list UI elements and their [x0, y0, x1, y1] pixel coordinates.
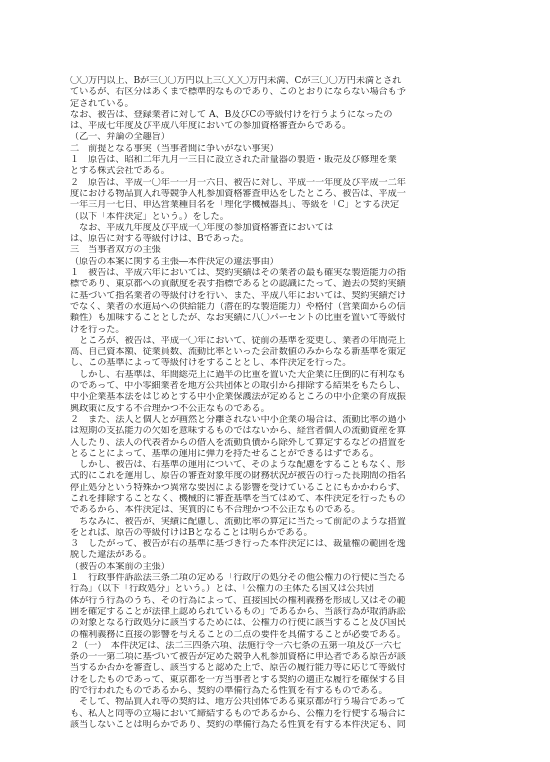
- text-line: なお、平成九年度及び平成一〇年度の参加資格審査においては: [70, 222, 334, 233]
- text-line: の権利義務に直接の影響を与えることの二点の要件を具備することが必要である。: [70, 629, 406, 640]
- text-line: ２ また、法人と個人とが画然と分離されない中小企業の場合は、流動比率の過小: [70, 414, 406, 425]
- text-line: し、この基準によって等級付けをすることとし、本件決定を行った。: [70, 358, 352, 369]
- text-line: とることによって、基準の運用に弾力を持たせることができるはずである。: [70, 448, 379, 459]
- text-line: の対象となる行政処分に該当するためには、公権力の行使に該当すること及び国民: [70, 618, 406, 629]
- text-line: ２（一） 本件決定は、法二三四条六項、法施行令一六七条の五第一項及び一六七: [70, 640, 402, 651]
- text-line: ３ したがって、被告が右の基準に基づき行った本件決定には、裁量権の範囲を逸: [70, 539, 406, 550]
- text-line: ２ 原告は、平成一〇年一一月一六日、被告に対し、平成一一年度及び平成一二年: [70, 177, 406, 188]
- text-line: 頼性）も加味することとしたが、なお実績に八〇パーセントの比重を置いて等級付: [70, 313, 406, 324]
- text-line: に基づいて指名業者の等級付けを行い、また、平成八年においては、契約実績だけ: [70, 290, 406, 301]
- text-line: 中小企業基本法をはじめとする中小企業保護法が定めるところの中小企業の育成振: [70, 392, 406, 403]
- text-line: は、原告に対する等級付けは、Bであった。: [70, 234, 249, 245]
- text-line: 当するか否かを審査し、該当すると認めた上で、原告の履行能力等に応じて等級付: [70, 663, 406, 674]
- text-line: （原告の本案に関する主張―本件決定の違法事由）: [70, 256, 279, 267]
- text-line: 入したり、法人の代表者からの借入を流動負債から除外して算定するなどの措置を: [70, 437, 406, 448]
- text-line: これを排除することなく、機械的に審査基準を当てはめて、本件決定を行ったもの: [70, 493, 406, 504]
- text-line: しかし、被告は、右基準の運用について、そのような配慮をすることもなく、形: [70, 460, 406, 471]
- text-line: は、平成七年度及び平成八年度においての参加資格審査からである。: [70, 121, 352, 132]
- text-line: 三 当事者双方の主張: [70, 245, 161, 256]
- text-line: とする株式会社である。: [70, 166, 170, 177]
- text-line: 停止処分という特殊かつ異常な要因による影響を受けていることにもかかわらず、: [70, 482, 406, 493]
- text-line: 行為」（以下「行政処分」という。）とは、「公権力の主体たる国又は公共団: [70, 584, 374, 595]
- text-line: のであって、中小零細業者を地方公共団体との取引から排除する結果をもたらし、: [70, 381, 406, 392]
- text-line: であるから、本件決定は、実質的にも不合理かつ不公正なものである。: [70, 505, 361, 516]
- text-line: 一年三月一七日、申込営業種目名を「理化学機械器具」、等級を「C」とする決定: [70, 200, 400, 211]
- text-line: 興政策に反する不合理かつ不公正なものである。: [70, 403, 270, 414]
- text-line: 標であり、東京都への貢献度を表す指標であるとの認識にたって、過去の契約実績: [70, 279, 406, 290]
- text-line: 体が行う行為のうち、その行為によって、直接国民の権利義務を形成し又はその範: [70, 595, 406, 606]
- text-line: 高、自己資本額、従業員数、流動比率といった会計数値のみからなる新基準を策定: [70, 347, 406, 358]
- text-line: をとれば、原告の等級付けはBとなることは明らかである。: [70, 527, 313, 538]
- text-line: けを行った。: [70, 324, 125, 335]
- text-line: も、私人と同等の立場において締結するものであるから、公権力を行使する場合に: [70, 708, 406, 719]
- text-line: は短期の支払能力の欠如を意味するものではないから、経営者個人の流動資産を算: [70, 426, 406, 437]
- text-line: 的で行われたものであるから、契約の準備行為たる性質を有するものである。: [70, 686, 388, 697]
- document-body: [70, 76, 490, 731]
- text-line: ところが、被告は、平成一〇年において、従前の基準を変更し、業者の年間売上: [70, 335, 406, 346]
- text-line: （被告の本案前の主張）: [70, 561, 170, 572]
- text-line: 度における物品買入れ等競争入札参加資格審査申込をしたところ、被告は、平成一: [70, 188, 406, 199]
- text-line: 定されている。: [70, 98, 134, 109]
- text-line: 該当しないことは明らかであり、契約の準備行為たる性質を有する本件決定も、同: [70, 719, 406, 730]
- text-line: でなく、業者の水道局への供給能力（潜在的な製造能力）や格付（営業面からの信: [70, 301, 406, 312]
- text-line: 条の一一第二項に基づいて被告が定めた競争入札参加資格に申込者である原告が該: [70, 652, 406, 663]
- text-line: ちなみに、被告が、実績に配慮し、流動比率の算定に当たって前記のような措置: [70, 516, 406, 527]
- text-line: 脱した違法がある。: [70, 550, 152, 561]
- text-line: （以下「本件決定」という。）をした。: [70, 211, 229, 222]
- text-line: そして、物品買入れ等の契約は、地方公共団体である東京都が行う場合であって: [70, 697, 406, 708]
- text-line: １ 原告は、昭和二年九月一三日に設立された計量器の製造・販売及び修理を業: [70, 155, 397, 166]
- text-line: 式的にこれを運用し、原告の審査対象年度の財務状況が被告の行った長期間の指名: [70, 471, 406, 482]
- text-line: ているが、右区分はあくまで標準的なものであり、このとおりにならない場合も予: [70, 87, 406, 98]
- text-line: なお、被告は、登録業者に対して A、B及びCの等級付けを行うようになったの: [70, 109, 393, 120]
- text-line: １ 被告は、平成六年においては、契約実績はその業者の最も確実な製造能力の指: [70, 268, 406, 279]
- text-line: しかし、右基準は、年間総売上に過半の比重を置いた大企業に圧倒的に有利なも: [70, 369, 406, 380]
- text-line: けをしたものであって、東京都を一方当事者とする契約の適正な履行を確保する目: [70, 674, 406, 685]
- text-line: 囲を確定することが法律上認められているもの」であるから、当該行為が取消訴訟: [70, 606, 406, 617]
- text-line: 〇〇万円以上、Bが三〇〇万円以上三〇〇〇万円未満、Cが三〇〇万円未満とされ: [70, 76, 402, 86]
- text-line: 二 前提となる事実（当事者間に争いがない事実）: [70, 143, 279, 154]
- text-line: （乙一、弁論の全趣旨）: [70, 132, 170, 143]
- text-line: １ 行政事件訴訟法三条二項の定める「行政庁の処分その他公権力の行使に当たる: [70, 573, 406, 584]
